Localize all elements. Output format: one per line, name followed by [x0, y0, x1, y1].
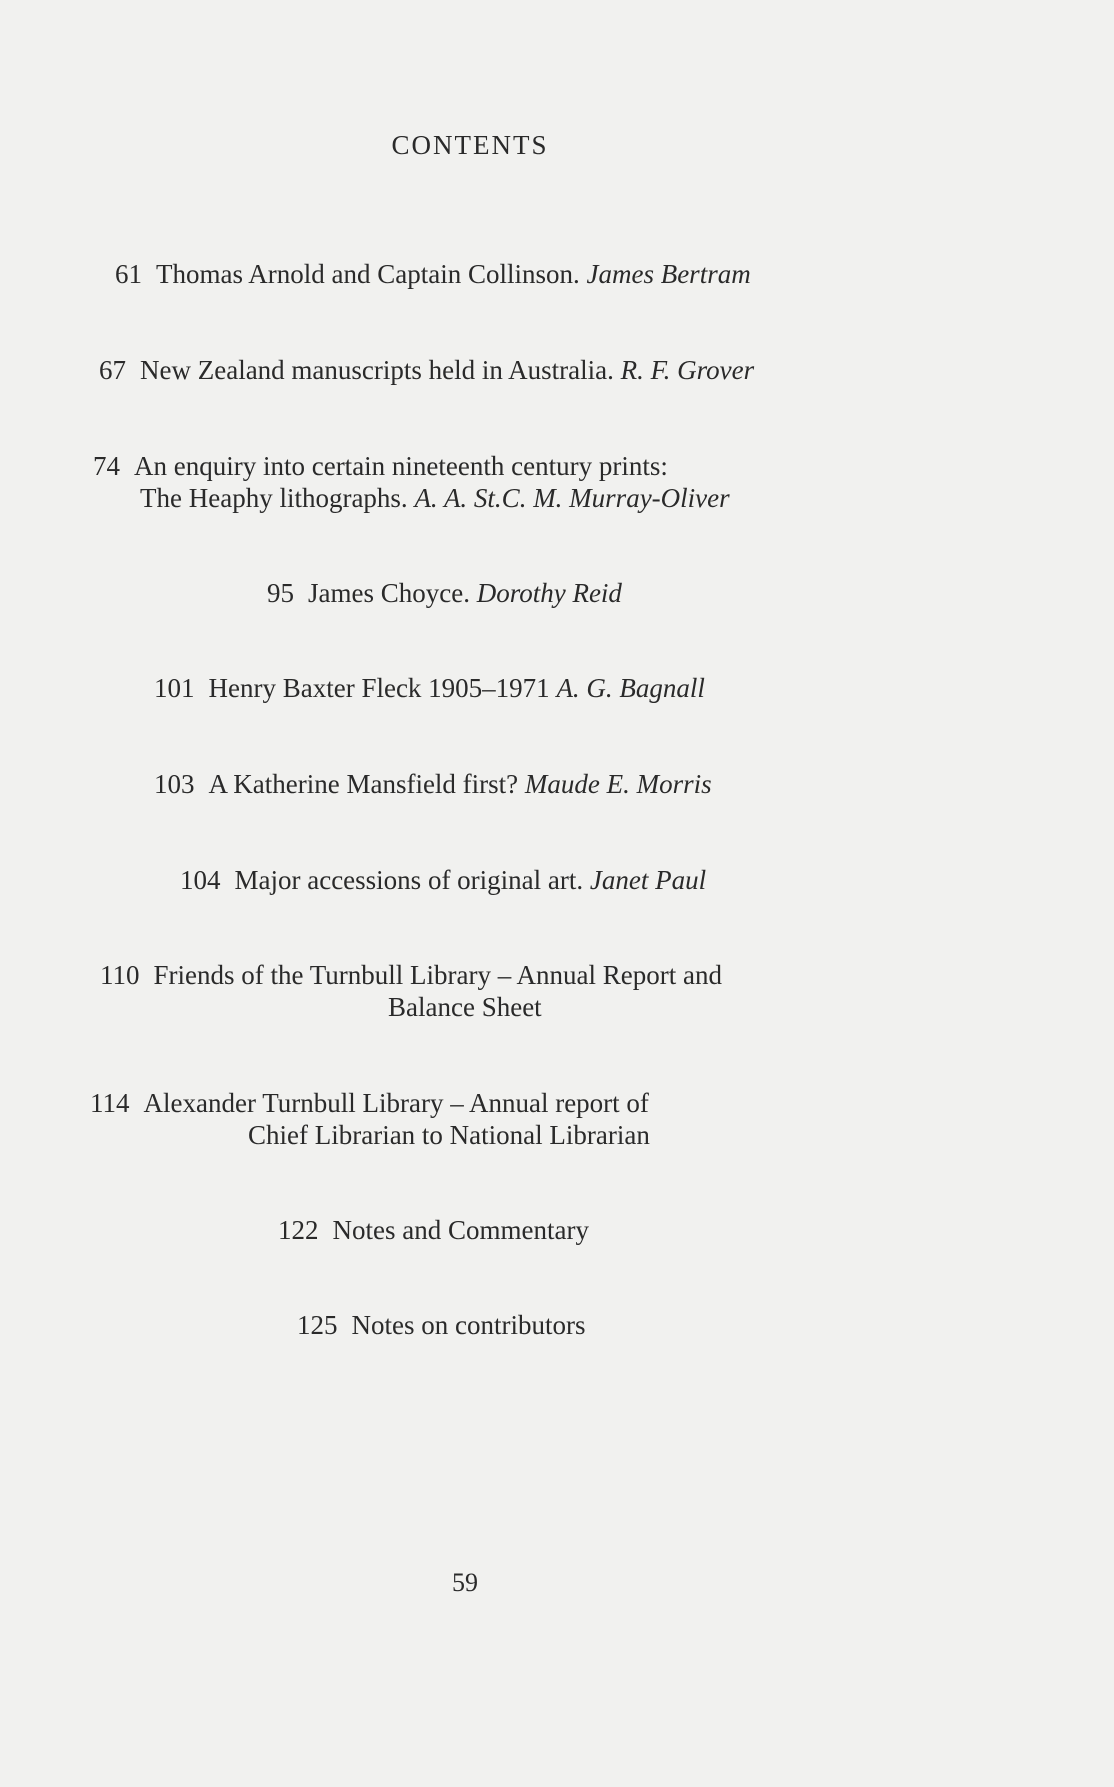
toc-entry	[154, 672, 705, 704]
entry-title-line2: Balance Sheet	[388, 992, 542, 1022]
entry-page: 95	[267, 578, 294, 608]
entry-page: 103	[154, 769, 195, 799]
toc-entry	[278, 1214, 589, 1246]
entry-page: 101	[154, 673, 195, 703]
entry-title: New Zealand manuscripts held in Australia.	[140, 355, 614, 385]
entry-title: Friends of the Turnbull Library – Annual Report and	[153, 960, 722, 990]
entry-title: Notes on contributors	[351, 1310, 586, 1340]
toc-entry	[267, 577, 622, 609]
entry-author: A. A. St.C. M. Murray-Oliver	[414, 483, 730, 513]
entry-title: Major accessions of original art.	[234, 865, 584, 895]
toc-entry	[154, 768, 712, 800]
entry-page: 67	[99, 355, 126, 385]
toc-entry-continuation	[140, 482, 730, 514]
entry-author: Janet Paul	[589, 865, 707, 895]
entry-title-line2: Chief Librarian to National Librarian	[248, 1120, 650, 1150]
page-number: 59	[452, 1568, 478, 1597]
toc-entry	[99, 354, 754, 386]
entry-author: Dorothy Reid	[476, 578, 622, 608]
entry-author: Maude E. Morris	[524, 769, 712, 799]
entry-title: A Katherine Mansfield first?	[208, 769, 519, 799]
entry-author: A. G. Bagnall	[556, 673, 705, 703]
entry-page: 110	[100, 960, 140, 990]
entry-page: 125	[297, 1310, 338, 1340]
entry-page: 74	[93, 451, 120, 481]
entry-title-line2: The Heaphy lithographs.	[140, 483, 408, 513]
entry-page: 114	[90, 1088, 130, 1118]
toc-entry	[100, 959, 722, 991]
entry-title: James Choyce.	[308, 578, 470, 608]
entry-title: Henry Baxter Fleck 1905–1971	[208, 673, 550, 703]
entry-page: 122	[278, 1215, 319, 1245]
entry-title: Thomas Arnold and Captain Collinson.	[156, 259, 580, 289]
toc-entry	[115, 258, 751, 290]
toc-entry	[180, 864, 706, 896]
entry-title: Alexander Turnbull Library – Annual report of	[143, 1088, 649, 1118]
page-title: CONTENTS	[391, 130, 549, 160]
toc-entry	[297, 1309, 585, 1341]
entry-page: 61	[115, 259, 142, 289]
toc-entry-continuation	[248, 1119, 650, 1151]
entry-title: An enquiry into certain nineteenth century prints:	[134, 451, 668, 481]
entry-title: Notes and Commentary	[332, 1215, 589, 1245]
toc-entry	[90, 1087, 649, 1119]
toc-entry	[93, 450, 668, 482]
entry-author: R. F. Grover	[620, 355, 755, 385]
entry-author: James Bertram	[586, 259, 751, 289]
toc-entry-continuation	[388, 991, 542, 1023]
entry-page: 104	[180, 865, 221, 895]
